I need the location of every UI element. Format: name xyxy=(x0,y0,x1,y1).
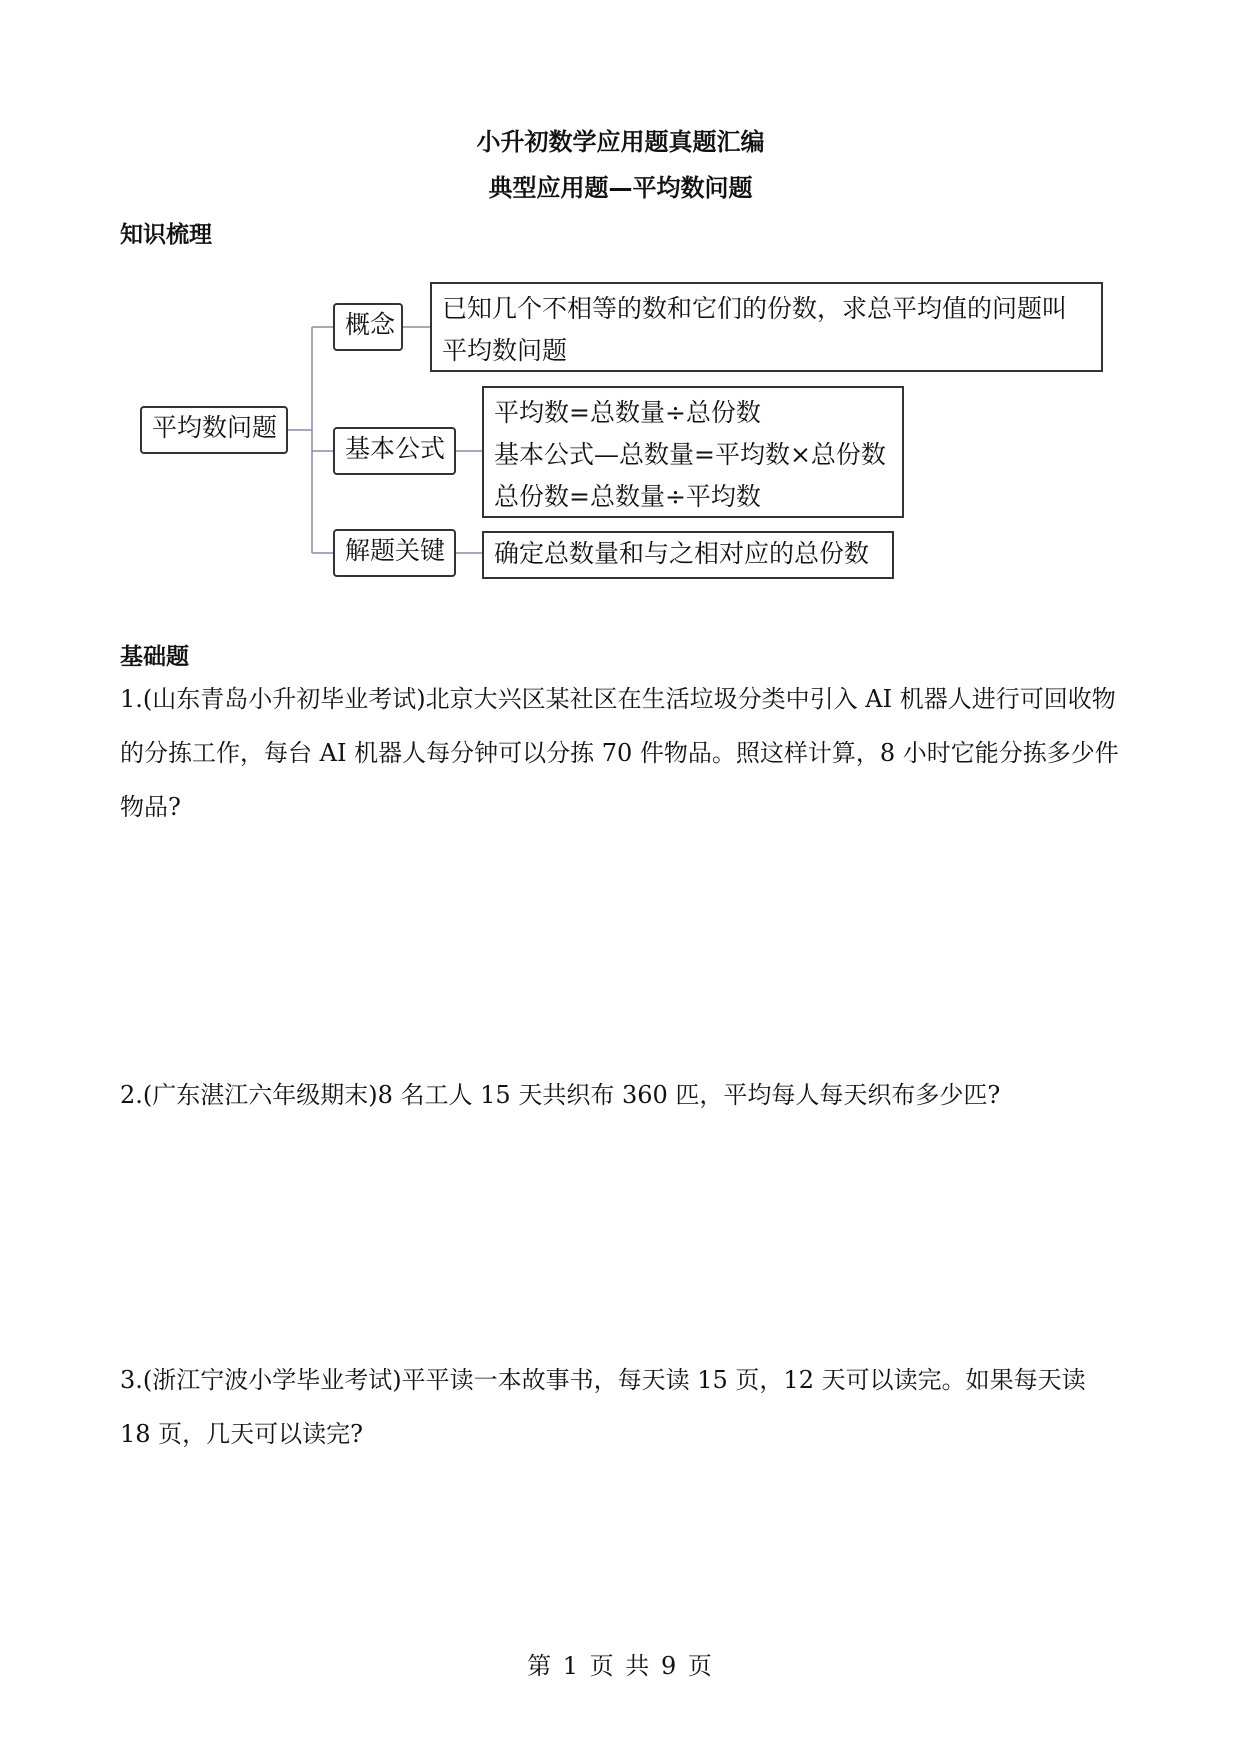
box-line: 基本公式—总数量=平均数×总份数 xyxy=(494,440,886,469)
box-line: 平均数=总数量÷总份数 xyxy=(494,398,761,427)
branch-label: 解题关键 xyxy=(345,536,446,565)
mindmap-root-node xyxy=(140,406,288,454)
page-footer: 第 1 页 共 9 页 xyxy=(527,1652,714,1680)
branch-label: 概念 xyxy=(345,310,396,339)
box-line: 已知几个不相等的数和它们的份数，求总平均值的问题叫 xyxy=(442,294,1068,323)
question-2: 2.(广东湛江六年级期末)8 名工人 15 天共织布 360 匹，平均每人每天织布多少匹? xyxy=(120,1081,1001,1109)
basic-questions-heading: 基础题 xyxy=(120,644,189,670)
mindmap-branch-concept xyxy=(333,303,403,351)
branch-label: 基本公式 xyxy=(345,434,446,463)
box-line: 平均数问题 xyxy=(442,336,568,365)
document-subtitle: 典型应用题—平均数问题 xyxy=(488,174,753,202)
box-line: 总份数=总数量÷平均数 xyxy=(494,482,761,511)
mindmap-branch-formula xyxy=(333,427,456,475)
key-description-box xyxy=(482,531,894,579)
knowledge-heading: 知识梳理 xyxy=(120,222,212,248)
concept-description-box xyxy=(430,282,1103,372)
question-1: 1.(山东青岛小升初毕业考试)北京大兴区某社区在生活垃圾分类中引入 AI 机器人进行可回收物的分拣工作，每台 AI 机器人每分钟可以分拣 70 件物品。照这样计算，8 小时它能分拣多少件物品? xyxy=(120,685,1119,821)
mindmap-branch-key xyxy=(333,529,456,577)
question-3: 3.(浙江宁波小学毕业考试)平平读一本故事书，每天读 15 页，12 天可以读完。如果每天读 18 页，几天可以读完? xyxy=(120,1366,1086,1448)
document-title: 小升初数学应用题真题汇编 xyxy=(476,128,765,156)
box-line: 确定总数量和与之相对应的总份数 xyxy=(494,539,870,568)
mindmap-root-label: 平均数问题 xyxy=(152,413,278,442)
formula-box xyxy=(482,386,904,518)
